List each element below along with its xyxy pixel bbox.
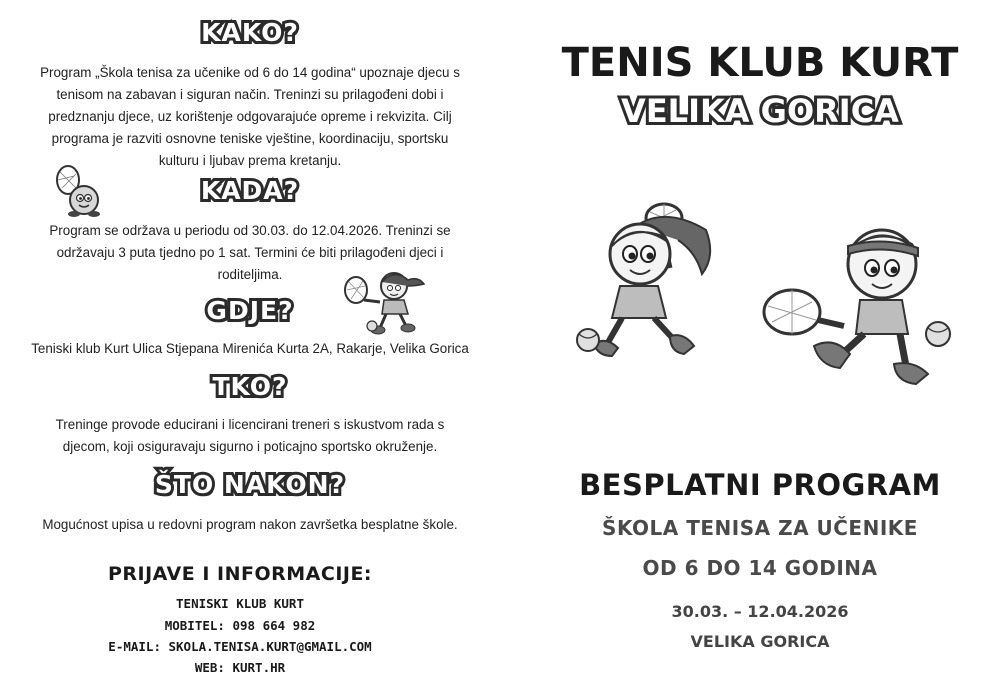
contact-email[interactable]: E-MAIL: SKOLA.TENISA.KURT@GMAIL.COM [108,639,372,654]
club-name: TENIS KLUB KURT [561,40,959,86]
gdje-paragraph [14,338,486,360]
sto-nakon-heading: ŠTO NAKON? [154,470,346,499]
kako-line: programa je razviti osnovne teniske vještine, koordinaciju, sportsku [51,131,449,146]
program-subtitle-2: OD 6 DO 14 GODINA [642,556,878,580]
kako-paragraph [14,62,486,172]
gdje-heading: GDJE? [206,296,294,325]
tko-line: djecom, koji osiguravaju sigurno i poticajno sportsko okruženje. [62,439,438,454]
program-subtitle-1: ŠKOLA TENISA ZA UČENIKE [602,516,918,540]
tko-line: Treninge provode educirani i licencirani treneri s iskustvom rada s [55,417,445,432]
tko-heading: TKO? [212,372,288,401]
kako-line: kulturu i ljubav prema kretanju. [158,153,342,168]
kada-line: roditeljima. [217,267,283,282]
contact-title: PRIJAVE I INFORMACIJE: [107,563,373,585]
kako-line: Program „Škola tenisa za učenike od 6 do 14 godina“ upoznaje djecu s [40,65,460,80]
club-city: VELIKA GORICA [621,92,899,130]
kada-line: održavaju 3 puta tjedno po 1 sat. Termini će biti prilagođeni djeci i [56,245,444,260]
contact-club: TENISKI KLUB KURT [176,596,304,611]
sto-nakon-line: Mogućnost upisa u redovni program nakon završetka besplatne škole. [42,517,458,532]
tko-paragraph [14,414,486,458]
kako-line: tenisom na zabavan i siguran način. Treninzi su prilagođeni dobi i [56,87,444,102]
sto-nakon-paragraph [14,514,486,536]
boy-player-large-icon [760,216,960,396]
program-dates: 30.03. – 12.04.2026 [671,602,849,621]
program-title: BESPLATNI PROGRAM [579,468,941,502]
girl-player-large-icon [566,196,726,366]
contact-web[interactable]: WEB: KURT.HR [194,660,286,675]
contact-phone[interactable]: MOBITEL: 098 664 982 [164,618,316,633]
kako-heading: KAKO? [201,18,299,47]
kako-line: predznanju djece, uz korištenje odgovarajuće opreme i rekvizita. Cilj [48,109,452,124]
kada-line: Program se održava u periodu od 30.03. do 12.04.2026. Treninzi se [49,223,451,238]
kada-heading: KADA? [200,176,300,205]
program-city: VELIKA GORICA [690,632,830,651]
gdje-line: Teniski klub Kurt Ulica Stjepana Mirenića Kurta 2A, Rakarje, Velika Gorica [31,341,469,356]
